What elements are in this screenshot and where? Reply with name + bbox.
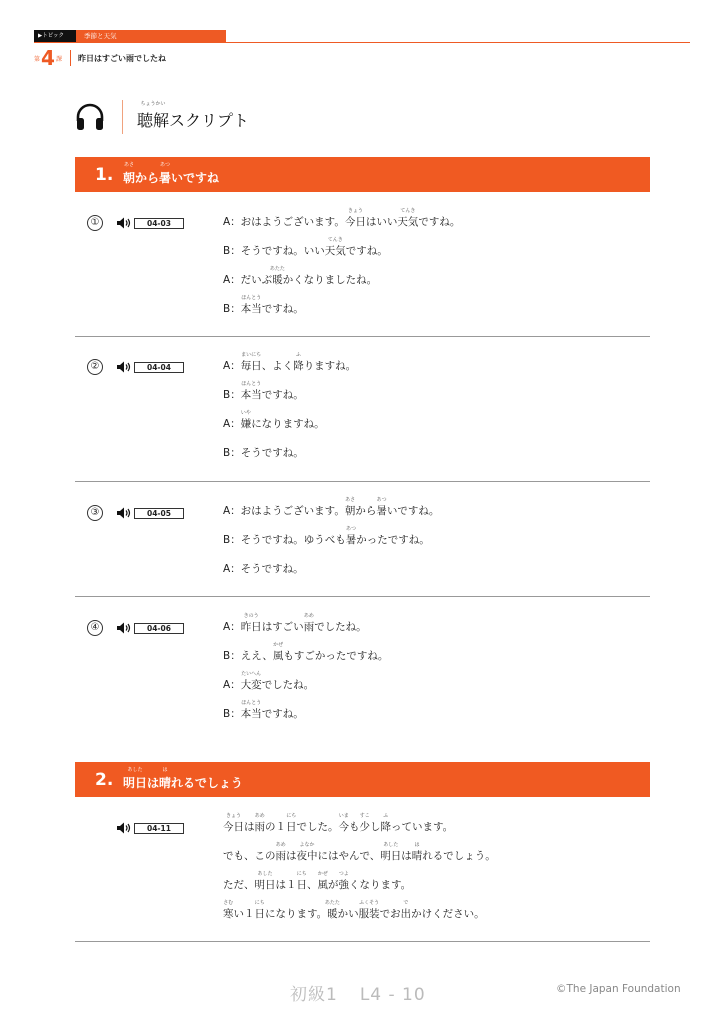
section-2-header: 2. あした 明日は は 晴れるでしょう (75, 762, 650, 797)
speaker-icon (116, 621, 132, 635)
monologue-line: でも、この あめ 雨は よなか 夜中にはやんで、 あした 明日は は 晴れるでしょう。 (223, 842, 496, 862)
audio-code: 04-11 (134, 823, 184, 834)
audio-track[interactable] (116, 360, 184, 374)
page-heading (74, 100, 249, 134)
lesson-number: 第 4 課 (34, 46, 62, 70)
speaker-icon (116, 506, 132, 520)
dialogue-line: B： ほんとう 本当ですね。 (223, 295, 304, 315)
monologue (75, 797, 650, 942)
audio-code: 04-05 (134, 508, 184, 519)
dialogue-line: B： ほんとう 本当ですね。 (223, 381, 304, 401)
item-number: ③ (87, 505, 103, 521)
heading-divider (122, 100, 123, 134)
dialogue-item-3 (75, 482, 650, 597)
dialogue-line: A：そうですね。 (223, 563, 304, 575)
lesson-title: 昨日はすごい雨でしたね (78, 54, 166, 63)
header-divider (34, 42, 690, 43)
audio-code: 04-03 (134, 218, 184, 229)
topic-name: 季節と天気 (76, 30, 226, 42)
dialogue-line: A：おはようございます。 あさ 朝から あつ 暑いですね。 (223, 497, 440, 517)
dialogue-line: B：ええ、 かぜ 風もすごかったですね。 (223, 642, 389, 662)
page-title: ちょうかい 聴解スクリプト (137, 100, 250, 130)
topic-label: ▶トピック (34, 30, 76, 42)
divider (75, 941, 650, 942)
dialogue-line: B：そうですね。いい てんき 天気ですね。 (223, 237, 388, 257)
dialogue-line: A： たいへん 大変でしたね。 (223, 671, 315, 691)
monologue-line: ただ、 あした 明日は１ にち 日、 かぜ 風が つよ 強くなります。 (223, 871, 412, 891)
dialogue-line: B： ほんとう 本当ですね。 (223, 700, 304, 720)
section-1-title: あさ 朝から あつ 暑いですね (123, 162, 220, 185)
speaker-icon (116, 216, 132, 230)
audio-code: 04-04 (134, 362, 184, 373)
section-2-title: あした 明日は は 晴れるでしょう (123, 767, 243, 790)
dialogue-line: A：おはようございます。 きょう 今日はいい てんき 天気ですね。 (223, 208, 461, 228)
dialogue-line: A：だいぶ あたた 暖かくなりましたね。 (223, 266, 378, 286)
audio-code: 04-06 (134, 623, 184, 634)
page-number: 初級1 L4 - 10 (290, 985, 426, 1005)
monologue-line: きょう 今日は あめ 雨の１ にち 日でした。 いま 今も すこ 少し ふ 降っています。 (223, 813, 454, 833)
audio-track[interactable] (116, 821, 184, 835)
audio-track[interactable] (116, 216, 184, 230)
dialogue-line: A： きのう 昨日はすごい あめ 雨でしたね。 (223, 613, 367, 633)
audio-track[interactable] (116, 621, 184, 635)
dialogue-item-2 (75, 337, 650, 482)
dialogue-line: B：そうですね。 (223, 447, 304, 459)
headphones-icon (74, 103, 106, 131)
lesson-divider (70, 50, 71, 66)
dialogue-item-4 (75, 597, 650, 737)
audio-track[interactable] (116, 506, 184, 520)
item-number: ① (87, 215, 103, 231)
section-1-header: 1. あさ 朝から あつ 暑いですね (75, 157, 650, 192)
monologue-line: さむ 寒い１ にち 日になります。 あたた 暖かい ふくそう 服装でお で 出かけください。 (223, 900, 485, 920)
topic-tag (34, 30, 226, 42)
dialogue-line: A： まいにち 毎日、よく ふ 降りますね。 (223, 352, 357, 372)
item-number: ② (87, 359, 103, 375)
dialogue-item-1 (75, 192, 650, 337)
speaker-icon (116, 360, 132, 374)
item-number: ④ (87, 620, 103, 636)
dialogue-line: B：そうですね。ゆうべも あつ 暑かったですね。 (223, 526, 430, 546)
dialogue-line: A： いや 嫌になりますね。 (223, 410, 325, 430)
speaker-icon (116, 821, 132, 835)
copyright: ©The Japan Foundation (556, 983, 681, 995)
